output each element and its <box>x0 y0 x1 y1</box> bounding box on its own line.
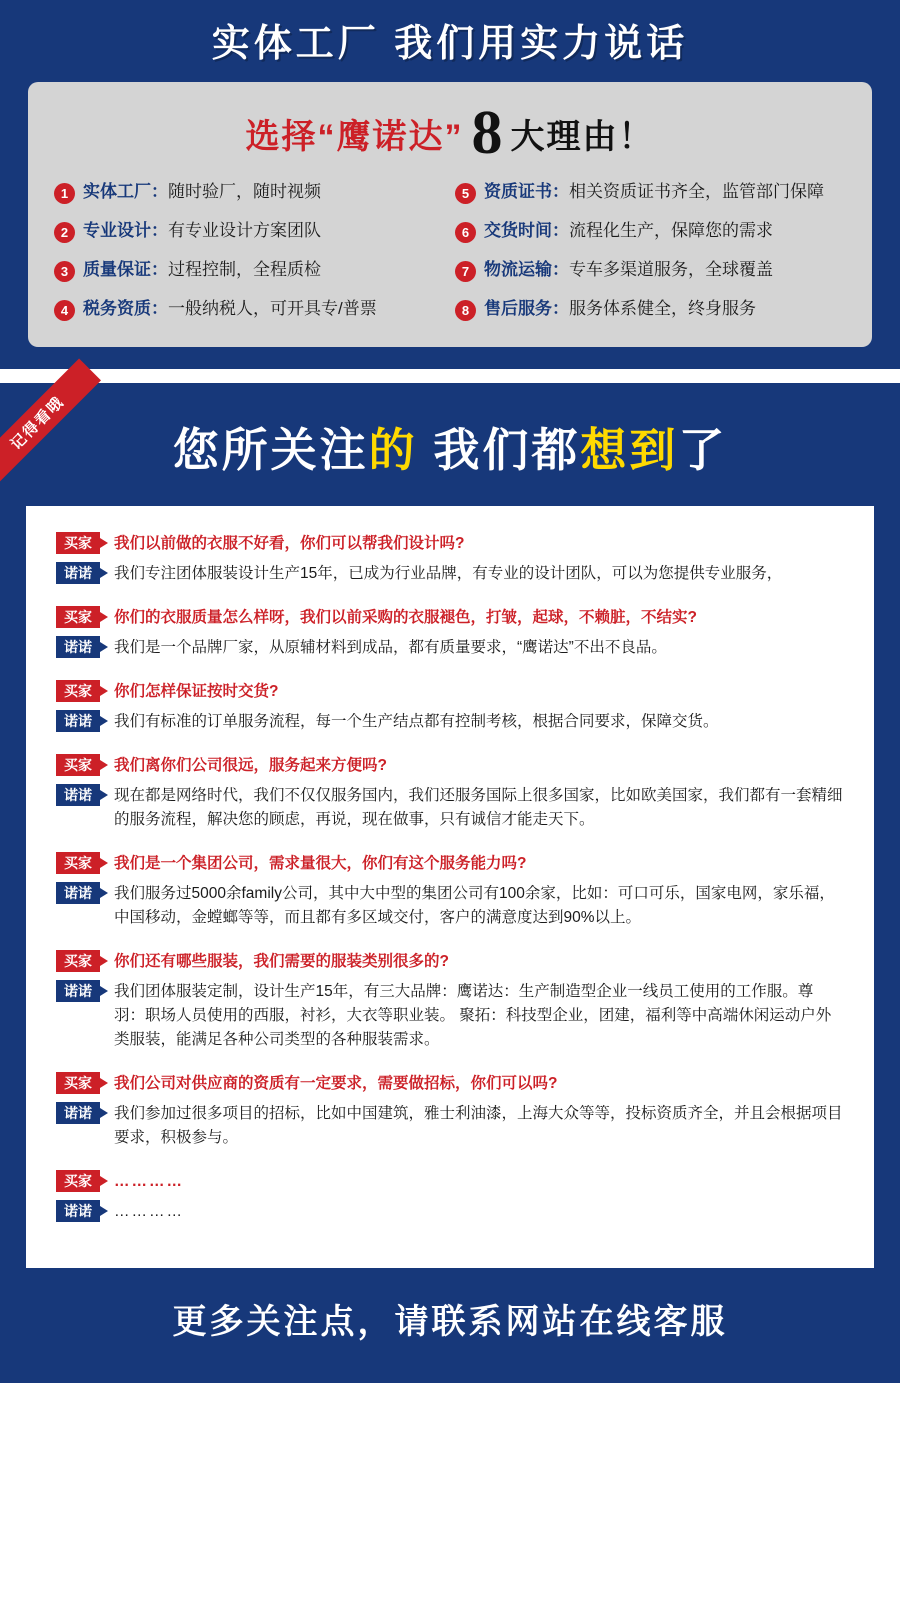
reason-item <box>455 181 846 204</box>
faq-answer-text: 我们有标准的订单服务流程，每一个生产结点都有控制考核，根据合同要求，保障交货。 <box>114 713 719 731</box>
faq-title-part-2: 的 <box>368 424 418 477</box>
faq-card <box>26 506 874 1268</box>
reason-item <box>54 220 445 243</box>
faq-question-text: 我们是一个集团公司，需求量很大，你们有这个服务能力吗? <box>114 855 527 873</box>
reasons-title-suffix: 大理由！ <box>510 117 655 156</box>
faq-question-text: ………… <box>114 1173 184 1191</box>
faq-answer-text: 我们参加过很多项目的招标，比如中国建筑，雅士利油漆，上海大众等等，投标资质齐全，并且会根据项目要求，积极参与。 <box>114 1105 843 1147</box>
faq-item <box>56 950 844 1052</box>
faq-question-text: 我们公司对供应商的资质有一定要求，需要做招标，你们可以吗? <box>114 1075 558 1093</box>
reasons-title-prefix: 选择“鹰诺达” <box>245 117 464 156</box>
corner-ribbon: 记得看哦 <box>0 359 101 487</box>
buyer-tag: 买家 <box>56 532 100 554</box>
reasons-grid <box>54 181 846 321</box>
faq-title-part-3: 我们都 <box>433 424 581 477</box>
faq-footer-cta: 更多关注点，请联系网站在线客服 <box>172 1303 728 1342</box>
buyer-tag: 买家 <box>56 1170 100 1192</box>
reason-number-badge: 2 <box>54 222 75 243</box>
faq-item <box>56 680 844 734</box>
faq-title-part-5: 了 <box>678 424 728 477</box>
faq-answer-text: 现在都是网络时代，我们不仅仅服务国内，我们还服务国际上很多国家，比如欧美国家，我们都有一套精细的服务流程，解决您的顾虑，再说，现在做事，只有诚信才能走天下。 <box>114 787 843 829</box>
reason-item <box>54 259 445 282</box>
reason-value: 过程控制，全程质检 <box>168 260 321 280</box>
section1-headline: 实体工厂 我们用实力说话 <box>211 23 689 65</box>
reply-tag: 诺诺 <box>56 1102 100 1124</box>
faq-answer-row <box>56 1200 844 1224</box>
faq-question-row <box>56 1072 844 1096</box>
faq-question-text: 我们以前做的衣服不好看，你们可以帮我们设计吗? <box>114 534 465 552</box>
reason-value: 相关资质证书齐全，监管部门保障 <box>569 182 824 202</box>
reason-key: 交货时间： <box>484 221 569 241</box>
faq-answer-row <box>56 636 844 660</box>
faq-question-row <box>56 680 844 704</box>
bottom-bar <box>0 1373 900 1383</box>
reply-tag: 诺诺 <box>56 1200 100 1222</box>
faq-item <box>56 532 844 586</box>
faq-answer-text: 我们团体服装定制，设计生产15年，有三大品牌：鹰诺达：生产制造型企业一线员工使用的工作服。尊羽：职场人员使用的西服，衬衫，大衣等职业装。 聚拓：科技型企业，团建，福利等中高端休闲运动户外类服装，能满足各种公司类型的各种服装需求。 <box>114 983 832 1049</box>
reason-value: 专车多渠道服务，全球覆盖 <box>569 260 773 280</box>
faq-question-row <box>56 754 844 778</box>
faq-question-row <box>56 1170 844 1194</box>
faq-answer-text: 我们是一个品牌厂家，从原辅材料到成品，都有质量要求，“鹰诺达”不出不良品。 <box>114 639 667 657</box>
reply-tag: 诺诺 <box>56 710 100 732</box>
reason-number-badge: 1 <box>54 183 75 204</box>
faq-answer-text: 我们服务过5000余family公司，其中大中型的集团公司有100余家，比如：可口可乐，国家电网，家乐福，中国移动，金螳螂等等，而且都有多区域交付，客户的满意度达到90%以上。 <box>114 885 835 927</box>
faq-answer-text: ………… <box>114 1203 184 1221</box>
faq-question-text: 你们的衣服质量怎么样呀，我们以前采购的衣服褪色，打皱，起球，不赖脏，不结实? <box>114 609 697 627</box>
buyer-tag: 买家 <box>56 606 100 628</box>
section-divider <box>0 369 900 383</box>
faq-item <box>56 606 844 660</box>
faq-answer-row <box>56 882 844 930</box>
reasons-title-number: 8 <box>471 98 503 167</box>
reason-number-badge: 3 <box>54 261 75 282</box>
faq-question-row <box>56 950 844 974</box>
reply-tag: 诺诺 <box>56 636 100 658</box>
reason-key: 质量保证： <box>83 260 168 280</box>
reason-number-badge: 6 <box>455 222 476 243</box>
eight-reasons-title <box>54 98 846 182</box>
faq-title-part-1: 您所关注 <box>172 424 369 477</box>
reason-key: 实体工厂： <box>83 182 168 202</box>
reply-tag: 诺诺 <box>56 562 100 584</box>
faq-title <box>0 383 900 506</box>
faq-item <box>56 852 844 930</box>
faq-answer-text: 我们专注团体服装设计生产15年，已成为行业品牌，有专业的设计团队，可以为您提供专业服务， <box>114 565 783 582</box>
faq-item <box>56 754 844 832</box>
reply-tag: 诺诺 <box>56 784 100 806</box>
reason-number-badge: 5 <box>455 183 476 204</box>
faq-question-row <box>56 532 844 556</box>
buyer-tag: 买家 <box>56 754 100 776</box>
buyer-tag: 买家 <box>56 1072 100 1094</box>
reason-item <box>54 298 445 321</box>
faq-question-text: 我们离你们公司很远，服务起来方便吗? <box>114 757 387 775</box>
reason-key: 售后服务： <box>484 299 569 319</box>
buyer-tag: 买家 <box>56 950 100 972</box>
reason-item <box>455 259 846 282</box>
faq-answer-row <box>56 1102 844 1150</box>
faq-answer-row <box>56 710 844 734</box>
reason-number-badge: 7 <box>455 261 476 282</box>
reason-key: 物流运输： <box>484 260 569 280</box>
buyer-tag: 买家 <box>56 852 100 874</box>
buyer-tag: 买家 <box>56 680 100 702</box>
reason-item <box>54 181 445 204</box>
reason-value: 一般纳税人，可开具专/普票 <box>168 299 377 319</box>
factory-strength-section <box>0 0 900 369</box>
reason-value: 流程化生产，保障您的需求 <box>569 221 773 241</box>
reason-key: 资质证书： <box>484 182 569 202</box>
eight-reasons-card <box>28 82 872 348</box>
reply-tag: 诺诺 <box>56 980 100 1002</box>
reason-key: 税务资质： <box>83 299 168 319</box>
faq-item <box>56 1072 844 1150</box>
reason-number-badge: 4 <box>54 300 75 321</box>
faq-answer-row <box>56 784 844 832</box>
reason-number-badge: 8 <box>455 300 476 321</box>
faq-question-text: 你们怎样保证按时交货? <box>114 683 279 701</box>
faq-question-row <box>56 606 844 630</box>
reason-item <box>455 220 846 243</box>
faq-answer-row <box>56 980 844 1052</box>
reason-value: 有专业设计方案团队 <box>168 221 321 241</box>
faq-section <box>0 383 900 1373</box>
faq-question-row <box>56 852 844 876</box>
faq-question-text: 你们还有哪些服装，我们需要的服装类别很多的? <box>114 953 449 971</box>
reason-key: 专业设计： <box>83 221 168 241</box>
faq-answer-row <box>56 562 844 586</box>
reason-item <box>455 298 846 321</box>
faq-title-part-4: 想到 <box>580 424 679 477</box>
reason-value: 随时验厂，随时视频 <box>168 182 321 202</box>
reply-tag: 诺诺 <box>56 882 100 904</box>
reason-value: 服务体系健全，终身服务 <box>569 299 756 319</box>
faq-item <box>56 1170 844 1224</box>
